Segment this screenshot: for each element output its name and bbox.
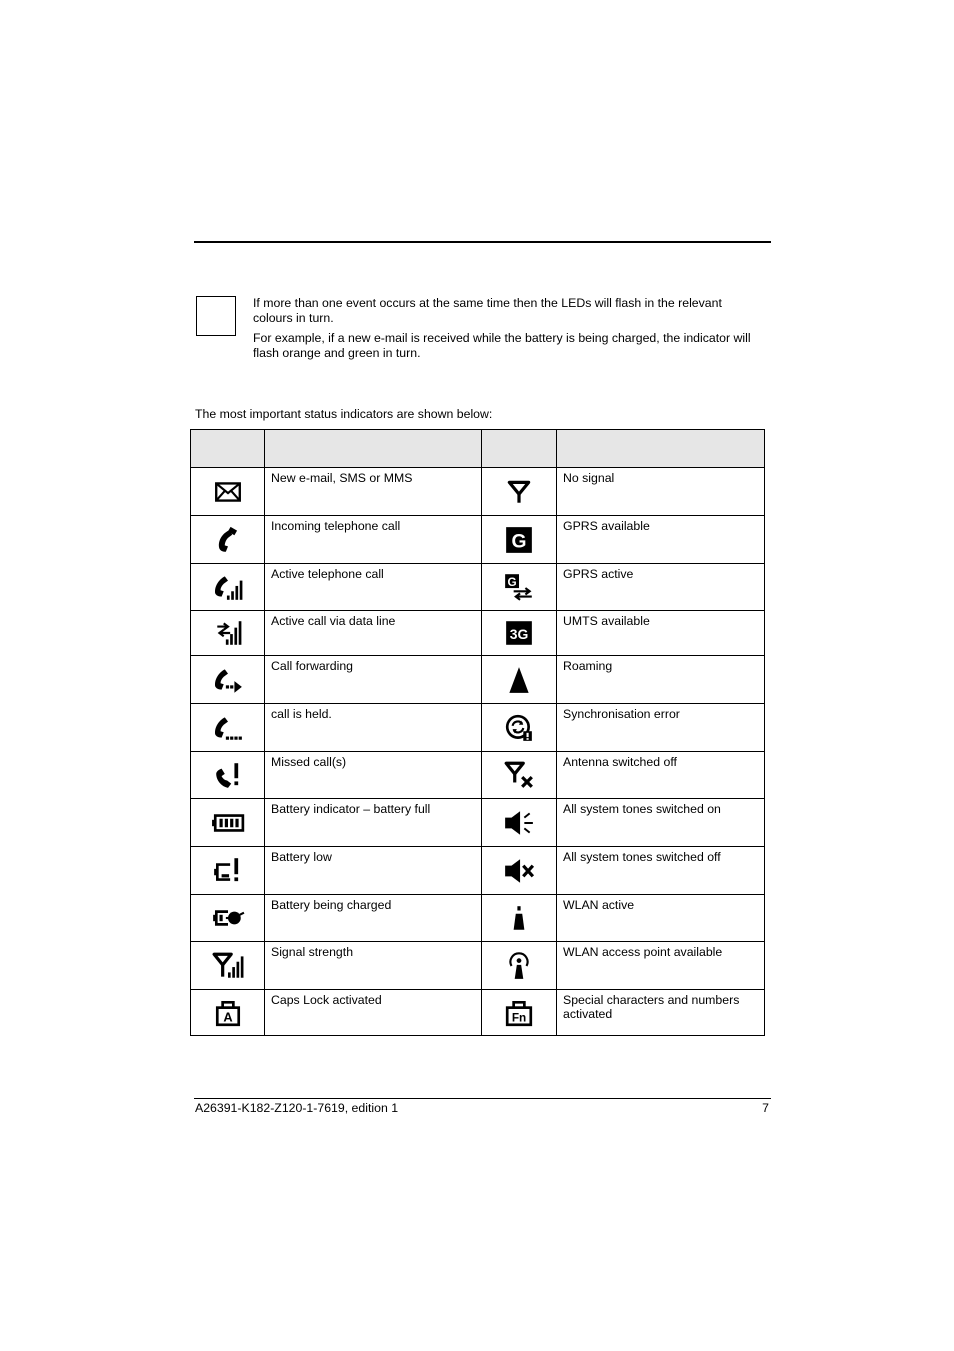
table-cell: Active telephone call xyxy=(265,564,482,611)
table-cell-icon xyxy=(191,752,265,799)
table-cell-icon xyxy=(482,516,557,564)
note-text xyxy=(253,296,763,366)
table-row xyxy=(191,895,765,942)
header-cell xyxy=(482,430,557,468)
umts-3g-icon xyxy=(504,618,534,648)
table-cell-icon xyxy=(482,942,557,990)
table-cell: Active call via data line xyxy=(265,611,482,656)
footer-document-id: A26391-K182-Z120-1-7619, edition 1 xyxy=(195,1101,399,1115)
battery-charging-plug-icon xyxy=(211,903,245,933)
table-cell: Special characters and numbers activated xyxy=(557,990,765,1036)
caps-lock-a-icon xyxy=(213,998,243,1028)
table-cell: GPRS available xyxy=(557,516,765,564)
table-row xyxy=(191,752,765,799)
table-cell-icon xyxy=(191,611,265,656)
roaming-triangle-icon xyxy=(504,665,534,695)
table-row xyxy=(191,468,765,516)
table-cell: WLAN active xyxy=(557,895,765,942)
table-cell: Missed call(s) xyxy=(265,752,482,799)
table-cell: call is held. xyxy=(265,704,482,752)
table-row xyxy=(191,942,765,990)
table-cell-icon xyxy=(191,468,265,516)
battery-low-exclamation-icon xyxy=(212,856,244,886)
table-cell-icon xyxy=(482,990,557,1036)
table-cell: GPRS active xyxy=(557,564,765,611)
table-cell: Incoming telephone call xyxy=(265,516,482,564)
table-cell-icon xyxy=(191,990,265,1036)
table-row xyxy=(191,990,765,1036)
wlan-access-point-icon xyxy=(504,951,534,981)
table-row xyxy=(191,704,765,752)
table-cell-icon xyxy=(191,799,265,847)
table-row xyxy=(191,516,765,564)
table-cell: Battery indicator – battery full xyxy=(265,799,482,847)
table-row xyxy=(191,847,765,895)
table-cell: WLAN access point available xyxy=(557,942,765,990)
wlan-active-icon xyxy=(504,903,534,933)
header-cell xyxy=(557,430,765,468)
header-cell xyxy=(191,430,265,468)
header-cell xyxy=(265,430,482,468)
signal-strength-icon xyxy=(212,951,244,981)
table-cell: Synchronisation error xyxy=(557,704,765,752)
table-header-row xyxy=(191,430,765,468)
phone-hold-dots-icon xyxy=(212,713,244,743)
table-cell: Caps Lock activated xyxy=(265,990,482,1036)
speaker-on-icon xyxy=(503,808,535,838)
gprs-g-icon xyxy=(504,525,534,555)
no-signal-antenna-icon xyxy=(504,477,534,507)
table-cell-icon xyxy=(482,656,557,704)
table-cell: UMTS available xyxy=(557,611,765,656)
table-row xyxy=(191,656,765,704)
svg-text:3G: 3G xyxy=(509,625,529,642)
svg-text:Fn: Fn xyxy=(511,1011,527,1025)
table-cell-icon xyxy=(482,468,557,516)
table-cell: Antenna switched off xyxy=(557,752,765,799)
footer-page-number: 7 xyxy=(762,1101,769,1115)
battery-full-icon xyxy=(211,808,245,838)
table-cell-icon xyxy=(482,752,557,799)
table-cell-icon xyxy=(191,704,265,752)
table-row xyxy=(191,611,765,656)
table-cell-icon xyxy=(191,847,265,895)
svg-text:G: G xyxy=(507,575,517,589)
table-cell-icon xyxy=(482,564,557,611)
table-cell: Signal strength xyxy=(265,942,482,990)
footer-rule xyxy=(194,1098,771,1099)
table-cell-icon xyxy=(191,564,265,611)
table-cell: New e-mail, SMS or MMS xyxy=(265,468,482,516)
data-call-arrows-bars-icon xyxy=(213,618,243,648)
table-cell: All system tones switched off xyxy=(557,847,765,895)
phone-forward-arrow-icon xyxy=(212,665,244,695)
table-cell: Call forwarding xyxy=(265,656,482,704)
svg-text:A: A xyxy=(222,1009,233,1025)
phone-signal-bars-icon xyxy=(212,572,244,602)
table-cell-icon xyxy=(191,895,265,942)
table-cell: Battery low xyxy=(265,847,482,895)
table-cell-icon xyxy=(482,895,557,942)
table-cell-icon xyxy=(482,704,557,752)
table-cell-icon xyxy=(191,516,265,564)
fn-lock-icon xyxy=(504,998,534,1028)
sync-error-icon xyxy=(504,713,534,743)
speaker-off-x-icon xyxy=(503,856,535,886)
table-cell-icon xyxy=(191,656,265,704)
svg-text:G: G xyxy=(511,531,527,552)
table-cell: Battery being charged xyxy=(265,895,482,942)
table-row xyxy=(191,799,765,847)
table-cell-icon xyxy=(191,942,265,990)
phone-missed-exclamation-icon xyxy=(213,760,243,790)
table-cell-icon xyxy=(482,847,557,895)
antenna-off-x-icon xyxy=(503,760,535,790)
note-paragraph-2: For example, if a new e-mail is received while the battery is being charged, the indicator will flash orange and green in turn. xyxy=(253,331,751,360)
table-cell-icon xyxy=(482,799,557,847)
intro-text: The most important status indicators are shown below: xyxy=(195,407,493,421)
table-row xyxy=(191,564,765,611)
header-rule xyxy=(194,241,771,243)
note-icon-box xyxy=(196,296,236,336)
phone-handset-icon xyxy=(213,525,243,555)
table-cell: All system tones switched on xyxy=(557,799,765,847)
table-cell: Roaming xyxy=(557,656,765,704)
gprs-active-arrows-icon xyxy=(503,572,535,602)
table-cell: No signal xyxy=(557,468,765,516)
note-paragraph-1: If more than one event occurs at the same time then the LEDs will flash in the relevant colours in turn. xyxy=(253,296,722,325)
table-cell-icon xyxy=(482,611,557,656)
status-indicator-table xyxy=(190,429,765,1036)
envelope-icon xyxy=(213,477,243,507)
